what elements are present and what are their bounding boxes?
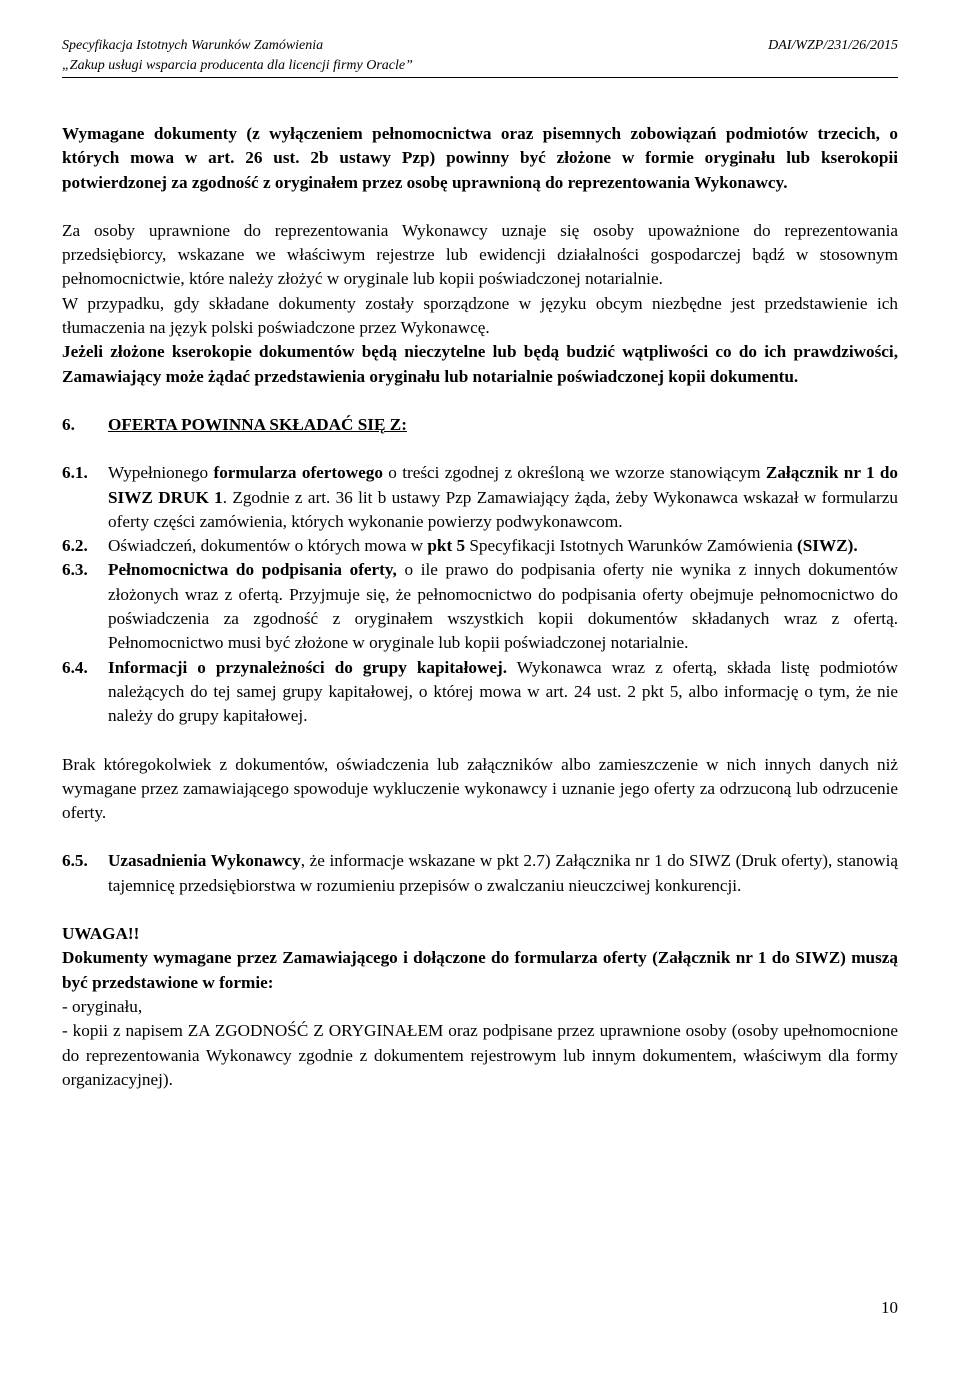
list-item-6-3: [62, 558, 898, 655]
header-subtitle: „Zakup usługi wsparcia producenta dla licencji firmy Oracle”: [62, 58, 413, 73]
item-text: Wypełnionego formularza ofertowego o treści zgodnej z określoną we wzorze stanowiącym Załącznik nr 1 do SIWZ DRUK 1. Zgodnie z art. 36 lit b ustawy Pzp Zamawiający żąda, żeby Wykonawca wskazał w formularzu oferty części zamówienia, których wykonanie powierzy podwykonawcom.: [108, 463, 899, 531]
section-title: OFERTA POWINNA SKŁADAĆ SIĘ Z:: [108, 414, 407, 434]
notice-line-original: - oryginału,: [62, 996, 143, 1016]
notice-line-copy: - kopii z napisem ZA ZGODNOŚĆ Z ORYGINAŁEM oraz podpisane przez uprawnione osoby (osoby upełnomocnione do reprezentowania Wykonawcy zgodnie z dokumentem rejestrowym lub innym dokumentem, właściwym dla formy organizacyjnej).: [62, 1021, 898, 1089]
list-item-6-5: [62, 849, 898, 898]
notice-title: UWAGA!!: [62, 924, 140, 944]
paragraph-illegible-copies: Jeżeli złożone kserokopie dokumentów będą nieczytelne lub będą budzić wątpliwości co do ich prawdziwości, Zamawiający może żądać przedstawienia oryginału lub notarialnie poświadczonej kopii dokumentu.: [62, 342, 898, 386]
item-text: Pełnomocnictwa do podpisania oferty, o ile prawo do podpisania oferty nie wynika z innych dokumentów złożonych wraz z ofertą. Przyjmuje się, że pełnomocnictwo do podpisania oferty obejmuje pełnomocnictwo do poświadczenia za zgodność z oryginałem wszystkich kopii dokumentów składanych wraz z ofertą. Pełnomocnictwo musi być złożone w oryginale lub kopii poświadczonej notarialnie.: [108, 560, 898, 653]
paragraph-missing-documents: Brak któregokolwiek z dokumentów, oświadczenia lub załączników albo zamieszczenie w nich innych danych niż wymagane przez zamawiającego spowoduje wykluczenie wykonawcy i uznanie jego oferty za odrzuconą lub odrzucenie oferty.: [62, 754, 898, 823]
section-number: 6.: [62, 414, 75, 434]
list-item-6-1: [62, 461, 898, 534]
item-number: 6.3.: [62, 560, 88, 580]
page-number: 10: [881, 1298, 898, 1317]
item-number: 6.1.: [62, 463, 88, 483]
document-body: [62, 122, 898, 1092]
item-text: Informacji o przynależności do grupy kapitałowej. Wykonawca wraz z ofertą, składa listę podmiotów należących do tej samej grupy kapitałowej, o której mowa w art. 24 ust. 2 pkt 5, albo informację o tym, że nie należy do grupy kapitałowej.: [108, 657, 898, 726]
header-reference: DAI/WZP/231/26/2015: [768, 38, 898, 53]
section-6-heading: [62, 413, 898, 437]
item-text: Uzasadnienia Wykonawcy, że informacje wskazane w pkt 2.7) Załącznika nr 1 do SIWZ (Druk oferty), stanowią tajemnicę przedsiębiorstwa w rozumieniu przepisów o zwalczaniu nieuczciwej konkurencji.: [108, 851, 898, 895]
header-divider: [62, 77, 898, 78]
paragraph-translation: W przypadku, gdy składane dokumenty zostały sporządzone w języku obcym niezbędne jest przedstawienie ich tłumaczenia na język polski poświadczone przez Wykonawcę.: [62, 293, 898, 338]
list-item-6-2: [62, 534, 898, 558]
item-text: Oświadczeń, dokumentów o których mowa w pkt 5 Specyfikacji Istotnych Warunków Zamówienia (SIWZ).: [108, 536, 858, 556]
notice-body: Dokumenty wymagane przez Zamawiającego i dołączone do formularza oferty (Załącznik nr 1 do SIWZ) muszą być przedstawione w formie:: [62, 948, 898, 992]
page-header: [62, 36, 898, 76]
paragraph-authorized-persons: Za osoby uprawnione do reprezentowania Wykonawcy uznaje się osoby upoważnione do reprezentowania przedsiębiorcy, wskazane we właściwym rejestrze lub ewidencji działalności gospodarczej bądź w stosownym pełnomocnictwie, które należy złożyć w oryginale lub kopii poświadczonej notarialnie.: [62, 220, 898, 289]
item-number: 6.2.: [62, 536, 88, 556]
item-number: 6.5.: [62, 851, 88, 871]
header-title: Specyfikacja Istotnych Warunków Zamówienia: [62, 38, 324, 53]
item-number: 6.4.: [62, 657, 88, 677]
list-item-6-4: [62, 656, 898, 729]
paragraph-required-documents: Wymagane dokumenty (z wyłączeniem pełnomocnictwa oraz pisemnych zobowiązań podmiotów trzecich, o których mowa w art. 26 ust. 2b ustawy Pzp) powinny być złożone w formie oryginału lub kserokopii potwierdzonej za zgodność z oryginałem przez osobę uprawnioną do reprezentowania Wykonawcy.: [62, 124, 898, 192]
